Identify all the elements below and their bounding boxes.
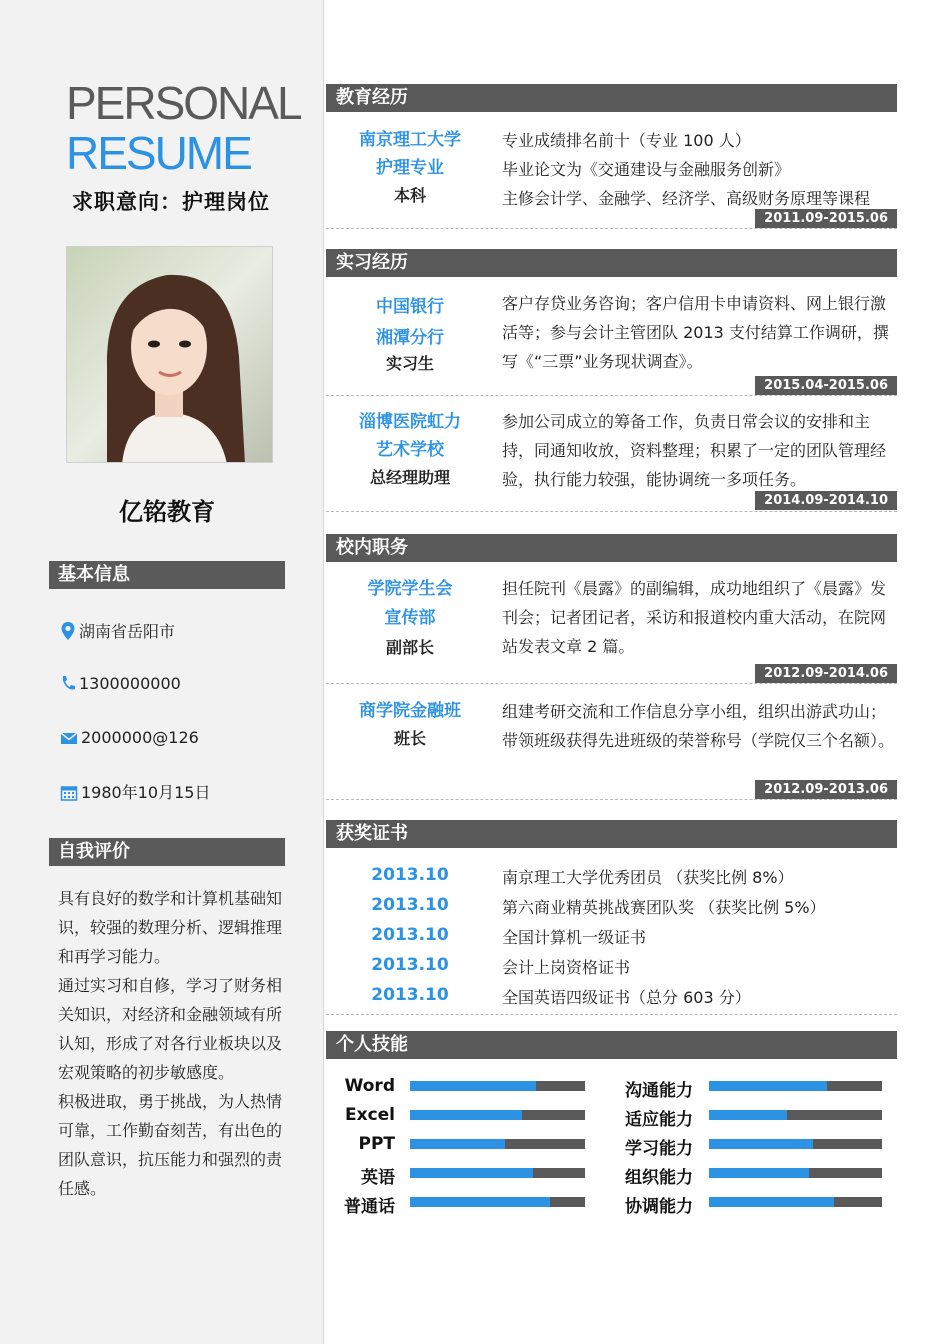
award-name: 会计上岗资格证书 — [502, 958, 631, 977]
skill-bar-fill — [709, 1110, 787, 1120]
skill-bar — [709, 1081, 882, 1091]
skill-bar-fill — [410, 1081, 536, 1091]
org-branch: 艺术学校 — [376, 440, 444, 460]
major-name: 护理专业 — [376, 158, 444, 178]
skill-bar-fill — [410, 1139, 505, 1149]
self-eval-heading: 自我评价 — [49, 838, 285, 866]
campus-org — [328, 697, 492, 753]
profile-photo — [66, 246, 273, 463]
phone-row — [60, 673, 181, 693]
skill-bar-fill — [410, 1168, 533, 1178]
skills-heading: 个人技能 — [326, 1031, 897, 1059]
calendar-icon — [60, 782, 78, 802]
birthday-row — [60, 780, 210, 803]
education-org — [328, 126, 492, 210]
education-desc — [502, 126, 894, 213]
internship-org — [328, 408, 492, 492]
skill-bar-fill — [410, 1197, 550, 1207]
phone-icon — [60, 673, 76, 693]
education-line: 专业成绩排名前十（专业 100 人） — [502, 131, 751, 150]
phone-text: 1300000000 — [79, 673, 181, 693]
email-icon — [60, 727, 78, 747]
award-name: 全国英语四级证书（总分 603 分） — [502, 988, 751, 1007]
education-line: 毕业论文为《交通建设与金融服务创新》 — [502, 160, 791, 179]
education-line: 主修会计学、金融学、经济学、高级财务原理等课程 — [502, 189, 871, 208]
skill-bar-fill — [410, 1110, 522, 1120]
skill-bar — [709, 1139, 882, 1149]
internship-heading: 实习经历 — [326, 249, 897, 277]
award-date: 2013.10 — [371, 895, 449, 915]
candidate-name: 亿铭教育 — [119, 498, 215, 526]
divider — [326, 511, 897, 512]
portrait-image — [67, 247, 273, 463]
skill-bar — [410, 1110, 585, 1120]
org-name: 商学院金融班 — [359, 701, 461, 721]
self-eval-paragraph: 积极进取，勇于挑战，为人热情可靠，工作勤奋刻苦，有出色的团队意识，抗压能力和强烈的责任感。 — [58, 1092, 283, 1198]
skill-bar-fill — [709, 1197, 834, 1207]
skill-bar — [709, 1110, 882, 1120]
awards-heading: 获奖证书 — [326, 820, 897, 848]
skill-bar — [709, 1197, 882, 1207]
divider — [326, 683, 897, 684]
basic-info-heading: 基本信息 — [49, 561, 285, 589]
internship-desc: 参加公司成立的筹备工作，负责日常会议的安排和主持，同通知收放，资料整理；积累了一定的团队管理经验，执行能力较强，能协调统一多项任务。 — [502, 412, 887, 489]
skill-label: PPT — [358, 1134, 395, 1154]
skill-label: 沟通能力 — [625, 1081, 693, 1101]
skill-bar — [410, 1197, 585, 1207]
org-name: 中国银行 — [376, 297, 444, 317]
campus-date: 2012.09-2014.06 — [755, 664, 897, 683]
email-row — [60, 727, 199, 747]
award-date: 2013.10 — [371, 955, 449, 975]
skill-label: 英语 — [361, 1168, 395, 1188]
award-date: 2013.10 — [371, 985, 449, 1005]
self-eval-paragraph: 通过实习和自修，学习了财务相关知识，对经济和金融领域有所认知，形成了对各行业板块以及宏观策略的初步敏感度。 — [58, 976, 283, 1082]
skill-label: 学习能力 — [625, 1139, 693, 1159]
campus-org — [328, 575, 492, 662]
skill-bar — [410, 1139, 585, 1149]
skill-bar — [410, 1081, 585, 1091]
award-date: 2013.10 — [371, 865, 449, 885]
skill-bar-fill — [709, 1081, 827, 1091]
self-eval-paragraph: 具有良好的数学和计算机基础知识，较强的数理分析、逻辑推理和再学习能力。 — [58, 889, 283, 966]
org-name: 淄博医院虹力 — [359, 412, 461, 432]
role: 实习生 — [385, 354, 434, 373]
divider — [326, 228, 897, 229]
skill-label: 组织能力 — [625, 1168, 693, 1188]
skill-bar — [709, 1168, 882, 1178]
internship-org — [328, 292, 492, 374]
skill-bar — [410, 1168, 585, 1178]
address-text: 湖南省岳阳市 — [79, 622, 176, 641]
award-name: 第六商业精英挑战赛团队奖 （获奖比例 5%） — [502, 898, 826, 917]
location-icon — [60, 621, 76, 641]
birthday-text: 1980年10月15日 — [81, 783, 211, 802]
campus-date: 2012.09-2013.06 — [755, 780, 897, 799]
role: 班长 — [393, 729, 426, 748]
skill-label: Word — [344, 1076, 395, 1096]
degree: 本科 — [393, 186, 426, 205]
campus-heading: 校内职务 — [326, 534, 897, 562]
campus-desc: 组建考研交流和工作信息分享小组，组织出游武功山；带领班级获得先进班级的荣誉称号（学院仅三个名额）。 — [502, 702, 895, 750]
award-date: 2013.10 — [371, 925, 449, 945]
logo-personal: PERSONAL — [66, 77, 301, 129]
skill-label: 适应能力 — [625, 1110, 693, 1130]
role: 副部长 — [385, 638, 434, 657]
internship-desc: 客户存贷业务咨询；客户信用卡申请资料、网上银行激活等；参与会计主管团队 2013 支付结算工作调研，撰写《“三票”业务现状调查》。 — [502, 294, 889, 371]
skill-label: Excel — [344, 1105, 395, 1125]
education-heading: 教育经历 — [326, 84, 897, 112]
divider — [326, 799, 897, 800]
address-row — [60, 619, 175, 642]
self-eval-text — [58, 884, 286, 1203]
logo-resume: RESUME — [66, 127, 251, 179]
school-name: 南京理工大学 — [359, 130, 461, 150]
skill-bar-fill — [709, 1139, 813, 1149]
role: 总经理助理 — [369, 468, 450, 487]
divider — [326, 1014, 897, 1015]
internship-date: 2015.04-2015.06 — [755, 376, 897, 395]
campus-desc: 担任院刊《晨露》的副编辑，成功地组织了《晨露》发刊会；记者团记者，采访和报道校内重大活动，在院网站发表文章 2 篇。 — [502, 579, 887, 656]
skill-label: 普通话 — [344, 1197, 395, 1217]
award-name: 全国计算机一级证书 — [502, 928, 647, 947]
education-date: 2011.09-2015.06 — [755, 209, 897, 228]
skill-bar-fill — [709, 1168, 809, 1178]
award-name: 南京理工大学优秀团员 （获奖比例 8%） — [502, 868, 794, 887]
job-intent: 求职意向：护理岗位 — [72, 190, 270, 214]
internship-date: 2014.09-2014.10 — [755, 491, 897, 510]
email-text: 2000000@126 — [81, 727, 199, 747]
skill-label: 协调能力 — [625, 1197, 693, 1217]
divider — [326, 395, 897, 396]
org-branch: 湘潭分行 — [376, 328, 444, 348]
org-branch: 宣传部 — [384, 608, 436, 628]
org-name: 学院学生会 — [367, 579, 453, 599]
